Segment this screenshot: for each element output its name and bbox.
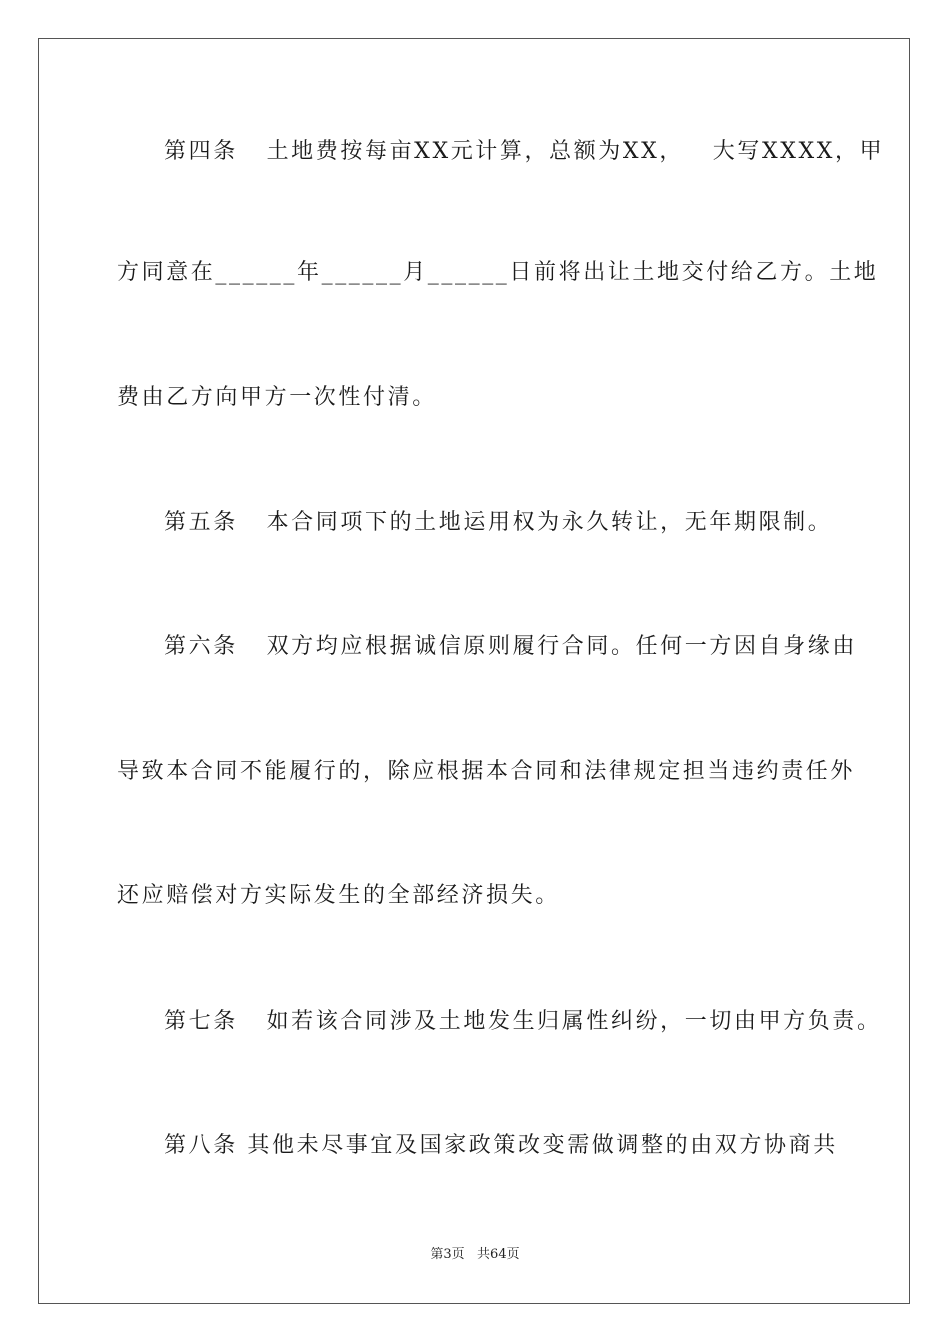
clause-6-line-1: 第六条 双方均应根据诚信原则履行合同。任何一方因自身缘由: [164, 634, 857, 659]
clause-5-line-1: 第五条 本合同项下的土地运用权为永久转让，无年期限制。: [164, 510, 833, 535]
page-border: [38, 38, 910, 1304]
clause-7-line-1: 第七条 如若该合同涉及土地发生归属性纠纷，一切由甲方负责。: [164, 1009, 882, 1034]
clause-6-line-2: 导致本合同不能履行的，除应根据本合同和法律规定担当违约责任外: [117, 759, 856, 784]
page-number-footer: 第3页 共64页: [430, 1247, 520, 1262]
clause-8-line-1: 第八条 其他未尽事宜及国家政策改变需做调整的由双方协商共: [164, 1133, 838, 1158]
clause-4-line-1: 第四条 土地费按每亩XX元计算，总额为XX， 大写XXXX，甲: [164, 139, 885, 164]
clause-6-line-3: 还应赔偿对方实际发生的全部经济损失。: [117, 883, 560, 908]
clause-4-line-3: 费由乙方向甲方一次性付清。: [117, 385, 437, 410]
clause-4-line-2: 方同意在______年______月______日前将出让土地交付给乙方。土地: [117, 260, 879, 285]
